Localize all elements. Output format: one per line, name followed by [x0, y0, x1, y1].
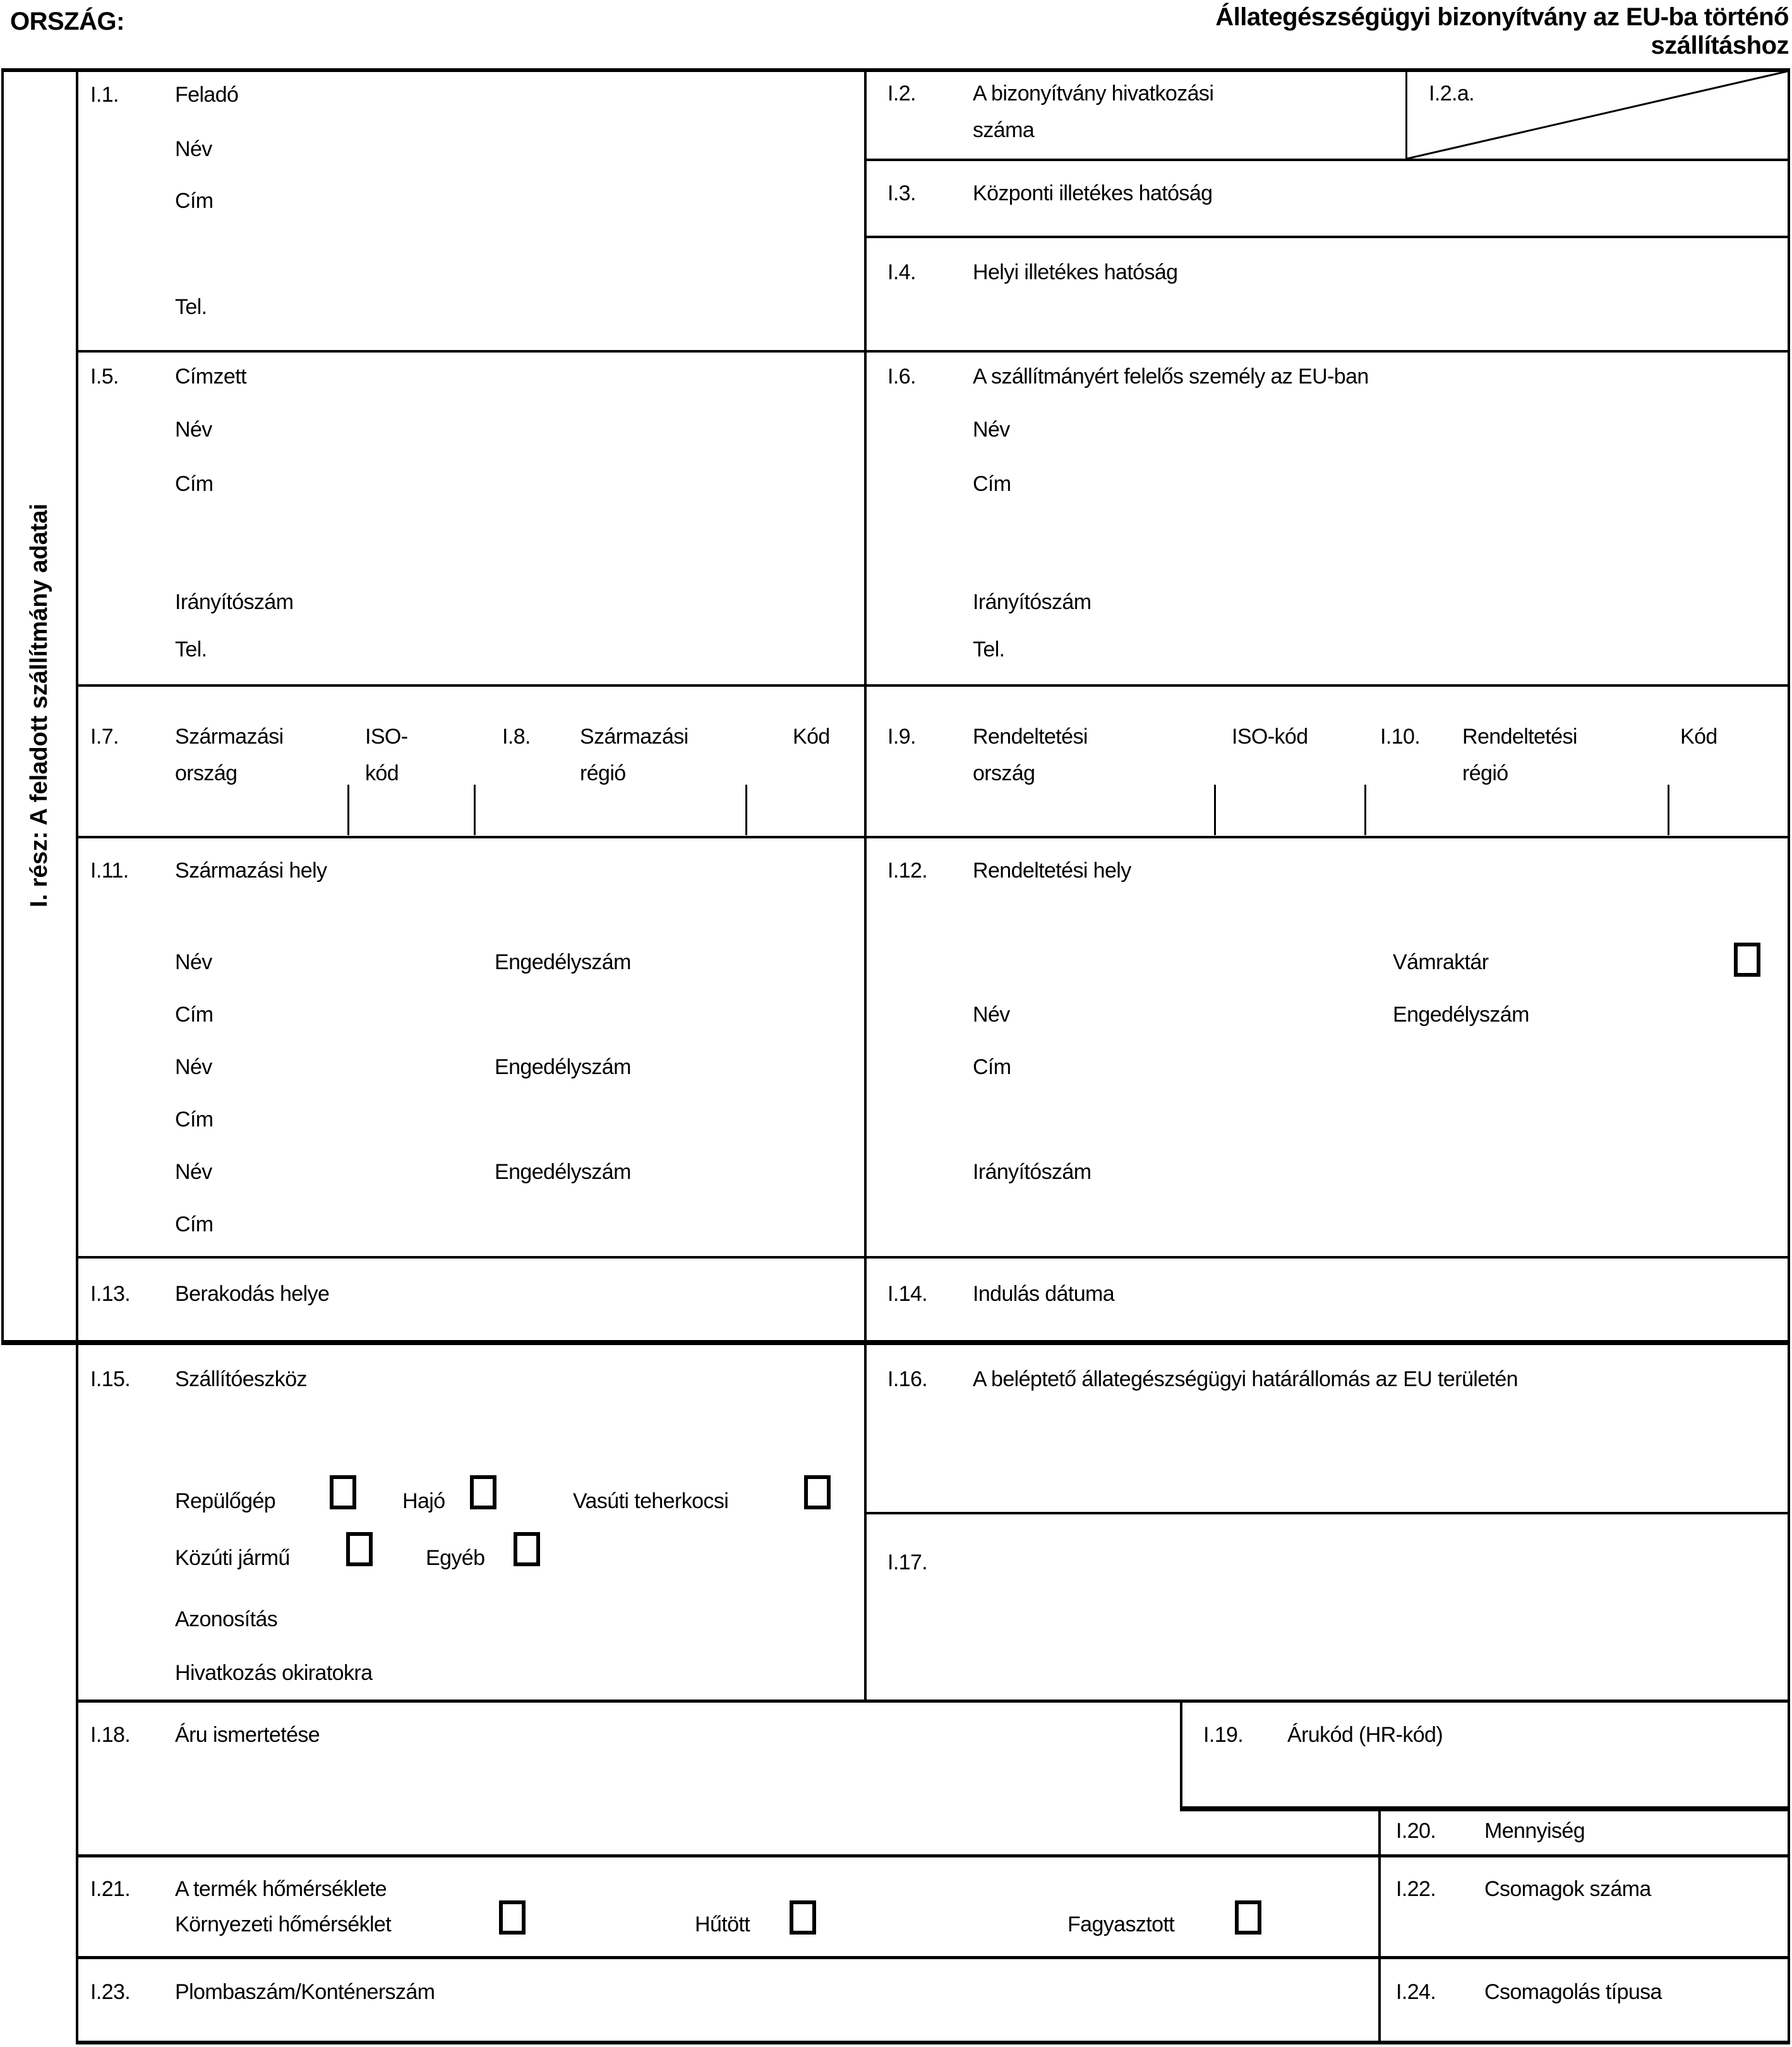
field-i3-number: I.3. [887, 181, 916, 205]
grid-line [76, 1256, 1790, 1259]
field-i7-number: I.7. [90, 725, 119, 749]
i9-isocode-label: ISO-kód [1232, 725, 1308, 749]
grid-line [76, 2041, 1790, 2044]
field-i10-title-line1: Rendeltetési [1462, 725, 1577, 749]
field-i24-title: Csomagolás típusa [1484, 1980, 1662, 2004]
code-separator-line [1214, 785, 1216, 835]
grid-line [76, 1854, 1790, 1857]
grid-line [1378, 1808, 1381, 2044]
checkbox-egyeb[interactable] [514, 1532, 540, 1566]
field-i12-title: Rendeltetési hely [973, 859, 1131, 883]
i12-address-label: Cím [973, 1055, 1011, 1079]
page-title [821, 3, 1789, 60]
i11-approval1-label: Engedélyszám [495, 950, 631, 974]
code-separator-line [474, 785, 476, 835]
field-i21-title: A termék hőmérséklete [175, 1877, 387, 1901]
grid-line [864, 236, 1790, 238]
i7-isocode-label-line1: ISO- [365, 725, 408, 749]
field-i2-title-line2: száma [973, 118, 1035, 142]
field-i2-title-line1: A bizonyítvány hivatkozási [973, 82, 1214, 106]
i5-postcode-label: Irányítószám [175, 590, 294, 614]
field-i8-title-line2: régió [580, 761, 626, 785]
field-i16-number: I.16. [887, 1367, 928, 1391]
field-i19-number: I.19. [1203, 1723, 1244, 1747]
field-i16-title: A beléptető állategészségügyi határállomás az EU területén [973, 1367, 1518, 1391]
i1-tel-label: Tel. [175, 295, 207, 319]
field-i15-number: I.15. [90, 1367, 131, 1391]
i12-name-label: Név [973, 1003, 1010, 1027]
grid-line [76, 1956, 1790, 1959]
i7-isocode-label-line2: kód [365, 761, 399, 785]
field-i5-title: Címzett [175, 365, 246, 389]
field-i1-number: I.1. [90, 83, 119, 107]
page-title-line2: szállításhoz [1651, 32, 1789, 59]
checkbox-hajo[interactable] [470, 1475, 496, 1509]
grid-line [76, 68, 78, 2044]
field-i9-title-line1: Rendeltetési [973, 725, 1088, 749]
checkbox-hutott[interactable] [790, 1900, 816, 1935]
field-i18-number: I.18. [90, 1723, 131, 1747]
i21-chilled-label: Hűtött [695, 1912, 750, 1936]
checkbox-vamraktar[interactable] [1734, 943, 1760, 977]
i15-identification-label: Azonosítás [175, 1607, 278, 1631]
i15-railway-wagon-label: Vasúti teherkocsi [573, 1489, 729, 1513]
i12-approval-label: Engedélyszám [1393, 1003, 1529, 1027]
code-separator-line [1364, 785, 1366, 835]
field-i1-title: Feladó [175, 83, 239, 107]
i11-name1-label: Név [175, 950, 212, 974]
i11-approval2-label: Engedélyszám [495, 1055, 631, 1079]
grid-line [76, 684, 1790, 687]
field-i21-number: I.21. [90, 1877, 131, 1901]
field-i15-title: Szállítóeszköz [175, 1367, 307, 1391]
field-i13-number: I.13. [90, 1282, 131, 1306]
field-i13-title: Berakodás helye [175, 1282, 330, 1306]
country-label: ORSZÁG: [10, 8, 124, 35]
i1-address-label: Cím [175, 189, 213, 213]
i11-address2-label: Cím [175, 1108, 213, 1132]
i6-name-label: Név [973, 418, 1010, 442]
code-separator-line [745, 785, 747, 835]
checkbox-repulogep[interactable] [330, 1475, 356, 1509]
field-i17-number: I.17. [887, 1550, 928, 1574]
i6-address-label: Cím [973, 472, 1011, 496]
field-i2a-number: I.2.a. [1429, 82, 1475, 106]
field-i20-number: I.20. [1396, 1819, 1436, 1843]
i10-code-label: Kód [1680, 725, 1717, 749]
checkbox-kozuti-jarmu[interactable] [346, 1532, 373, 1566]
i15-document-reference-label: Hivatkozás okiratokra [175, 1661, 373, 1685]
i15-airplane-label: Repülőgép [175, 1489, 276, 1513]
field-i9-title-line2: ország [973, 761, 1035, 785]
field-i4-number: I.4. [887, 260, 916, 284]
field-i19-title: Árukód (HR-kód) [1287, 1723, 1443, 1747]
i12-postcode-label: Irányítószám [973, 1160, 1091, 1184]
field-i24-number: I.24. [1396, 1980, 1436, 2004]
field-i7-title-line1: Származási [175, 725, 284, 749]
field-i6-number: I.6. [887, 365, 916, 389]
field-i10-number: I.10. [1380, 725, 1421, 749]
i5-address-label: Cím [175, 472, 213, 496]
checkbox-fagyasztott[interactable] [1235, 1900, 1261, 1935]
field-i12-number: I.12. [887, 859, 928, 883]
field-i5-number: I.5. [90, 365, 119, 389]
i15-road-vehicle-label: Közúti jármű [175, 1546, 290, 1570]
part1-sidebar [4, 71, 76, 1340]
i15-other-label: Egyéb [426, 1546, 485, 1570]
field-i20-title: Mennyiség [1484, 1819, 1585, 1843]
field-i8-title-line1: Származási [580, 725, 689, 749]
grid-line [1788, 68, 1790, 2044]
field-i4-title: Helyi illetékes hatóság [973, 260, 1178, 284]
i11-name3-label: Név [175, 1160, 212, 1184]
field-i3-title: Központi illetékes hatóság [973, 181, 1213, 205]
field-i22-title: Csomagok száma [1484, 1877, 1651, 1901]
i11-address3-label: Cím [175, 1212, 213, 1236]
field-i22-number: I.22. [1396, 1877, 1436, 1901]
i5-name-label: Név [175, 418, 212, 442]
i5-tel-label: Tel. [175, 637, 207, 661]
i21-ambient-label: Környezeti hőmérséklet [175, 1912, 392, 1936]
field-i23-title: Plombaszám/Konténerszám [175, 1980, 435, 2004]
grid-line [76, 836, 1790, 838]
field-i7-title-line2: ország [175, 761, 238, 785]
i12-customs-warehouse-label: Vámraktár [1393, 950, 1489, 974]
i11-name2-label: Név [175, 1055, 212, 1079]
i8-code-label: Kód [793, 725, 830, 749]
field-i10-title-line2: régió [1462, 761, 1508, 785]
i11-address1-label: Cím [175, 1003, 213, 1027]
grid-line [76, 1700, 1790, 1703]
code-separator-line [347, 785, 349, 835]
grid-line [1, 1340, 1790, 1345]
grid-line [76, 350, 1790, 353]
field-i23-number: I.23. [90, 1980, 131, 2004]
grid-line [864, 68, 867, 1702]
checkbox-vasuti-teherkocsi[interactable] [804, 1475, 831, 1509]
grid-line [864, 1512, 1790, 1514]
i11-approval3-label: Engedélyszám [495, 1160, 631, 1184]
field-i9-number: I.9. [887, 725, 916, 749]
page-title-line1: Állategészségügyi bizonyítvány az EU-ba történő [1215, 3, 1789, 31]
field-i11-number: I.11. [90, 859, 129, 883]
i15-ship-label: Hajó [402, 1489, 445, 1513]
field-i18-title: Áru ismertetése [175, 1723, 320, 1747]
field-i8-number: I.8. [502, 725, 531, 749]
field-i14-title: Indulás dátuma [973, 1282, 1115, 1306]
grid-line [1180, 1701, 1182, 1809]
i6-tel-label: Tel. [973, 637, 1005, 661]
part1-sidebar-label: I. rész: A feladott szállítmány adatai [26, 503, 53, 908]
field-i2-number: I.2. [887, 82, 916, 106]
code-separator-line [1668, 785, 1669, 835]
field-i11-title: Származási hely [175, 859, 327, 883]
field-i14-number: I.14. [887, 1282, 928, 1306]
i1-name-label: Név [175, 137, 212, 161]
i21-frozen-label: Fagyasztott [1067, 1912, 1175, 1936]
grid-line [1180, 1806, 1790, 1811]
field-i6-title: A szállítmányért felelős személy az EU-ban [973, 365, 1369, 389]
checkbox-kornyezeti-homerseklet[interactable] [499, 1900, 526, 1935]
i6-postcode-label: Irányítószám [973, 590, 1091, 614]
